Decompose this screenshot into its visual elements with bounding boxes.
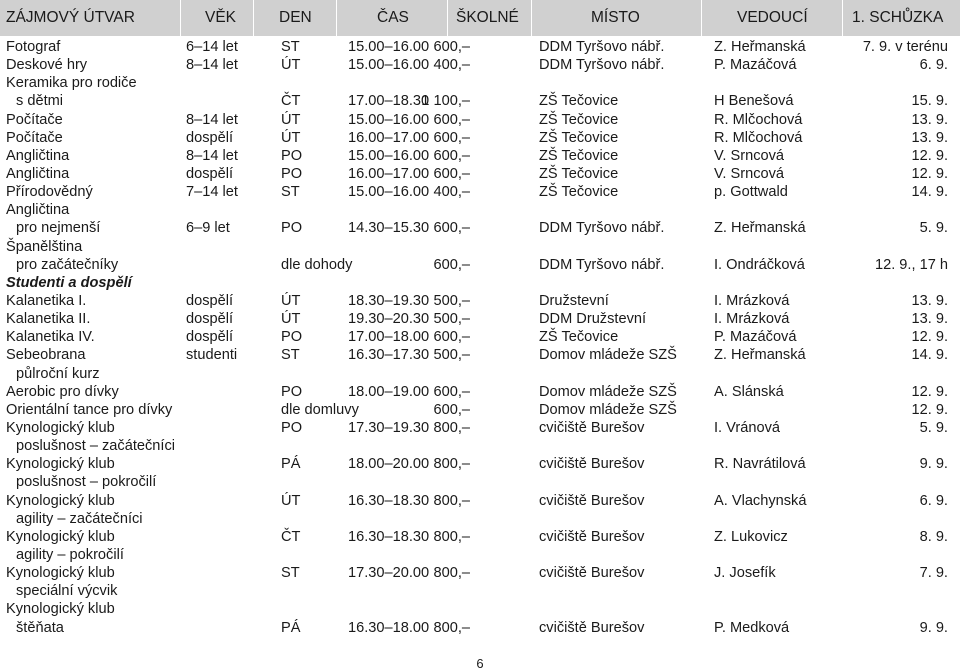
activity-name: Kynologický klub <box>6 419 115 436</box>
place-cell: DDM Tyršovo nábř. <box>539 39 665 55</box>
leader-cell: I. Ondráčková <box>714 256 805 273</box>
activity-name: Aerobic pro dívky <box>6 383 119 400</box>
place-cell: cvičiště Burešov <box>539 492 645 509</box>
time-cell: 17.00–18.00 <box>348 329 430 346</box>
leader-cell: A. Slánská <box>714 383 784 400</box>
day-cell: PÁ <box>281 456 301 473</box>
day-cell: ÚT <box>281 111 301 128</box>
first-meeting-cell: 6. 9. <box>919 492 948 509</box>
fee-cell: 600,– <box>433 165 470 182</box>
time-cell: 16.30–17.30 <box>348 347 430 364</box>
table-row <box>0 147 960 165</box>
day-cell: ST <box>281 39 300 55</box>
fee-cell: 600,– <box>433 220 470 237</box>
activity-name: Studenti a dospělí <box>6 274 132 291</box>
place-cell: ZŠ Tečovice <box>539 93 619 110</box>
header-divider <box>253 0 254 36</box>
table-row <box>0 256 960 274</box>
day-cell: ÚT <box>281 129 301 146</box>
header-divider <box>701 0 702 36</box>
schedule-note: dle domluvy <box>281 401 359 418</box>
table-header <box>0 0 960 36</box>
fee-cell: 500,– <box>433 292 470 309</box>
table-row <box>0 419 960 437</box>
first-meeting-cell: 13. 9. <box>911 292 948 309</box>
first-meeting-cell: 12. 9. <box>911 401 948 418</box>
leader-cell: H Benešová <box>714 93 794 110</box>
header-divider <box>180 0 181 36</box>
place-cell: Domov mládeže SZŠ <box>539 347 677 364</box>
age-cell: studenti <box>186 347 238 364</box>
place-cell: ZŠ Tečovice <box>539 147 619 164</box>
first-meeting-cell: 9. 9. <box>919 619 948 636</box>
age-cell: 6–14 let <box>186 39 238 55</box>
place-cell: DDM Tyršovo nábř. <box>539 220 665 237</box>
leader-cell: I. Vránová <box>714 419 780 436</box>
first-meeting-cell: 9. 9. <box>919 456 948 473</box>
activity-name: poslušnost – pokročilí <box>16 474 157 491</box>
header-divider <box>842 0 843 36</box>
time-cell: 15.00–16.00 <box>348 57 430 74</box>
leader-cell: J. Josefík <box>714 565 776 582</box>
table-row <box>0 619 960 637</box>
table-row <box>0 310 960 328</box>
fee-cell: 400,– <box>433 57 470 74</box>
activity-name: Angličtina <box>6 165 70 182</box>
age-cell: dospělí <box>186 292 234 309</box>
header-divider <box>531 0 532 36</box>
day-cell: ÚT <box>281 292 301 309</box>
fee-cell: 500,– <box>433 311 470 328</box>
table-row <box>0 365 960 383</box>
place-cell: cvičiště Burešov <box>539 456 645 473</box>
section-heading-row <box>0 274 960 292</box>
activity-name: Kalanetika II. <box>6 311 91 328</box>
age-cell: dospělí <box>186 129 234 146</box>
activity-name: Kynologický klub <box>6 456 115 473</box>
table-row <box>0 92 960 110</box>
day-cell: ÚT <box>281 57 301 74</box>
table-row <box>0 437 960 455</box>
activity-name: pro nejmenší <box>16 220 101 237</box>
place-cell: cvičiště Burešov <box>539 528 645 545</box>
day-cell: PO <box>281 220 303 237</box>
header-age: VĚK <box>205 9 237 26</box>
activity-name: agility – začátečníci <box>16 510 143 527</box>
first-meeting-cell: 14. 9. <box>911 184 948 201</box>
activity-name: Deskové hry <box>6 57 88 74</box>
day-cell: ST <box>281 347 300 364</box>
fee-cell: 600,– <box>433 147 470 164</box>
fee-cell: 600,– <box>433 256 470 273</box>
fee-cell: 600,– <box>433 111 470 128</box>
fee-cell: 600,– <box>433 39 470 55</box>
fee-cell: 800,– <box>433 492 470 509</box>
fee-cell: 800,– <box>433 619 470 636</box>
activity-name: Kynologický klub <box>6 492 115 509</box>
age-cell: dospělí <box>186 311 234 328</box>
time-cell: 19.30–20.30 <box>348 311 430 328</box>
activity-name: Kynologický klub <box>6 601 115 618</box>
first-meeting-cell: 5. 9. <box>919 419 948 436</box>
time-cell: 18.00–20.00 <box>348 456 430 473</box>
leader-cell: Z. Lukovicz <box>714 528 788 545</box>
activity-name: Angličtina <box>6 147 70 164</box>
time-cell: 17.00–18.30 <box>348 93 430 110</box>
time-cell: 15.00–16.00 <box>348 111 430 128</box>
table-row <box>0 492 960 510</box>
day-cell: ST <box>281 565 300 582</box>
table-row <box>0 111 960 129</box>
age-cell: dospělí <box>186 165 234 182</box>
fee-cell: 600,– <box>433 129 470 146</box>
place-cell: DDM Tyršovo nábř. <box>539 57 665 74</box>
header-fee: ŠKOLNÉ <box>456 9 519 26</box>
place-cell: ZŠ Tečovice <box>539 184 619 201</box>
table-row <box>0 238 960 256</box>
first-meeting-cell: 12. 9. <box>911 147 948 164</box>
fee-cell: 500,– <box>433 347 470 364</box>
time-cell: 16.30–18.30 <box>348 528 430 545</box>
table-row <box>0 582 960 600</box>
leader-cell: R. Mlčochová <box>714 129 803 146</box>
day-cell: PÁ <box>281 619 301 636</box>
place-cell: ZŠ Tečovice <box>539 111 619 128</box>
leader-cell: p. Gottwald <box>714 184 788 201</box>
activity-table <box>0 38 960 637</box>
header-leader: VEDOUCÍ <box>737 9 808 26</box>
activity-name: štěňata <box>16 619 64 636</box>
table-row <box>0 600 960 618</box>
activity-name: Kynologický klub <box>6 565 115 582</box>
place-cell: ZŠ Tečovice <box>539 165 619 182</box>
leader-cell: Z. Heřmanská <box>714 347 806 364</box>
place-cell: cvičiště Burešov <box>539 565 645 582</box>
header-place: MÍSTO <box>591 9 640 26</box>
time-cell: 18.30–19.30 <box>348 292 430 309</box>
day-cell: PO <box>281 383 303 400</box>
first-meeting-cell: 12. 9., 17 h <box>874 256 948 273</box>
place-cell: cvičiště Burešov <box>539 419 645 436</box>
fee-cell: 600,– <box>433 401 470 418</box>
table-row <box>0 201 960 219</box>
leader-cell: I. Mrázková <box>714 292 790 309</box>
time-cell: 14.30–15.30 <box>348 220 430 237</box>
first-meeting-cell: 12. 9. <box>911 329 948 346</box>
table-row <box>0 38 960 56</box>
first-meeting-cell: 6. 9. <box>919 57 948 74</box>
time-cell: 15.00–16.00 <box>348 184 430 201</box>
activity-name: Keramika pro rodiče <box>6 75 137 92</box>
day-cell: ST <box>281 184 300 201</box>
place-cell: ZŠ Tečovice <box>539 129 619 146</box>
activity-name: Počítače <box>6 111 63 128</box>
first-meeting-cell: 8. 9. <box>919 528 948 545</box>
first-meeting-cell: 13. 9. <box>911 311 948 328</box>
time-cell: 15.00–16.00 <box>348 39 430 55</box>
time-cell: 16.00–17.00 <box>348 129 430 146</box>
leader-cell: P. Mazáčová <box>714 329 797 346</box>
time-cell: 16.30–18.30 <box>348 492 430 509</box>
age-cell: dospělí <box>186 329 234 346</box>
activity-name: Sebeobrana <box>6 347 86 364</box>
day-cell: ČT <box>281 528 301 545</box>
fee-cell: 800,– <box>433 456 470 473</box>
table-row <box>0 328 960 346</box>
day-cell: PO <box>281 147 303 164</box>
time-cell: 17.30–20.00 <box>348 565 430 582</box>
first-meeting-cell: 14. 9. <box>911 347 948 364</box>
age-cell: 6–9 let <box>186 220 230 237</box>
fee-cell: 600,– <box>433 383 470 400</box>
page-number: 6 <box>476 656 484 671</box>
table-row <box>0 528 960 546</box>
leader-cell: Z. Heřmanská <box>714 220 806 237</box>
header-first-meeting: 1. SCHŮZKA <box>852 9 944 26</box>
activity-name: Orientální tance pro dívky <box>6 401 173 418</box>
activity-name: poslušnost – začátečníci <box>16 438 175 455</box>
first-meeting-cell: 13. 9. <box>911 129 948 146</box>
table-row <box>0 383 960 401</box>
day-cell: ČT <box>281 93 301 110</box>
activity-name: Španělština <box>6 238 83 255</box>
activity-name: agility – pokročilí <box>16 546 124 563</box>
header-activity: ZÁJMOVÝ ÚTVAR <box>6 9 135 26</box>
table-row <box>0 546 960 564</box>
table-row <box>0 74 960 92</box>
day-cell: PO <box>281 419 303 436</box>
table-row <box>0 455 960 473</box>
first-meeting-cell: 5. 9. <box>919 220 948 237</box>
place-cell: Domov mládeže SZŠ <box>539 401 677 418</box>
time-cell: 16.00–17.00 <box>348 165 430 182</box>
first-meeting-cell: 7. 9. v terénu <box>862 39 948 55</box>
table-row <box>0 564 960 582</box>
place-cell: Domov mládeže SZŠ <box>539 383 677 400</box>
header-divider <box>447 0 448 36</box>
first-meeting-cell: 13. 9. <box>911 111 948 128</box>
leader-cell: I. Mrázková <box>714 311 790 328</box>
place-cell: DDM Tyršovo nábř. <box>539 256 665 273</box>
leader-cell: R. Mlčochová <box>714 111 803 128</box>
fee-cell: 400,– <box>433 184 470 201</box>
table-row <box>0 346 960 364</box>
table-row <box>0 401 960 419</box>
fee-cell: 1 100,– <box>421 93 470 110</box>
leader-cell: V. Srncová <box>714 147 785 164</box>
activity-name: pro začátečníky <box>16 256 119 273</box>
place-cell: ZŠ Tečovice <box>539 329 619 346</box>
age-cell: 8–14 let <box>186 147 238 164</box>
activity-name: Kalanetika I. <box>6 292 87 309</box>
day-cell: ÚT <box>281 492 301 509</box>
activity-name: Počítače <box>6 129 63 146</box>
activity-name: půlroční kurz <box>16 365 100 382</box>
activity-name: speciální výcvik <box>16 583 118 600</box>
first-meeting-cell: 12. 9. <box>911 165 948 182</box>
place-cell: Družstevní <box>539 292 609 309</box>
first-meeting-cell: 12. 9. <box>911 383 948 400</box>
activity-name: Kynologický klub <box>6 528 115 545</box>
time-cell: 15.00–16.00 <box>348 147 430 164</box>
age-cell: 8–14 let <box>186 57 238 74</box>
leader-cell: R. Navrátilová <box>714 456 806 473</box>
time-cell: 17.30–19.30 <box>348 419 430 436</box>
activity-name: Angličtina <box>6 202 70 219</box>
table-row <box>0 219 960 237</box>
table-row <box>0 510 960 528</box>
day-cell: ÚT <box>281 311 301 328</box>
fee-cell: 800,– <box>433 528 470 545</box>
leader-cell: V. Srncová <box>714 165 785 182</box>
table-row <box>0 292 960 310</box>
place-cell: DDM Družstevní <box>539 311 647 328</box>
time-cell: 18.00–19.00 <box>348 383 430 400</box>
leader-cell: A. Vlachynská <box>714 492 807 509</box>
place-cell: cvičiště Burešov <box>539 619 645 636</box>
header-divider <box>336 0 337 36</box>
header-time: ČAS <box>377 9 409 26</box>
activity-name: Fotograf <box>6 39 61 55</box>
age-cell: 7–14 let <box>186 184 238 201</box>
first-meeting-cell: 15. 9. <box>911 93 948 110</box>
day-cell: PO <box>281 165 303 182</box>
first-meeting-cell: 7. 9. <box>919 565 948 582</box>
leader-cell: P. Mazáčová <box>714 57 797 74</box>
fee-cell: 800,– <box>433 565 470 582</box>
table-row <box>0 56 960 74</box>
activity-name: Kalanetika IV. <box>6 329 95 346</box>
table-row <box>0 183 960 201</box>
activity-name: s dětmi <box>16 93 64 110</box>
table-row <box>0 129 960 147</box>
day-cell: PO <box>281 329 303 346</box>
leader-cell: Z. Heřmanská <box>714 39 806 55</box>
leader-cell: P. Medková <box>714 619 790 636</box>
fee-cell: 600,– <box>433 329 470 346</box>
time-cell: 16.30–18.00 <box>348 619 430 636</box>
header-day: DEN <box>279 9 312 26</box>
schedule-note: dle dohody <box>281 256 353 273</box>
table-row <box>0 473 960 491</box>
age-cell: 8–14 let <box>186 111 238 128</box>
fee-cell: 800,– <box>433 419 470 436</box>
activity-name: Přírodovědný <box>6 184 93 201</box>
table-row <box>0 165 960 183</box>
